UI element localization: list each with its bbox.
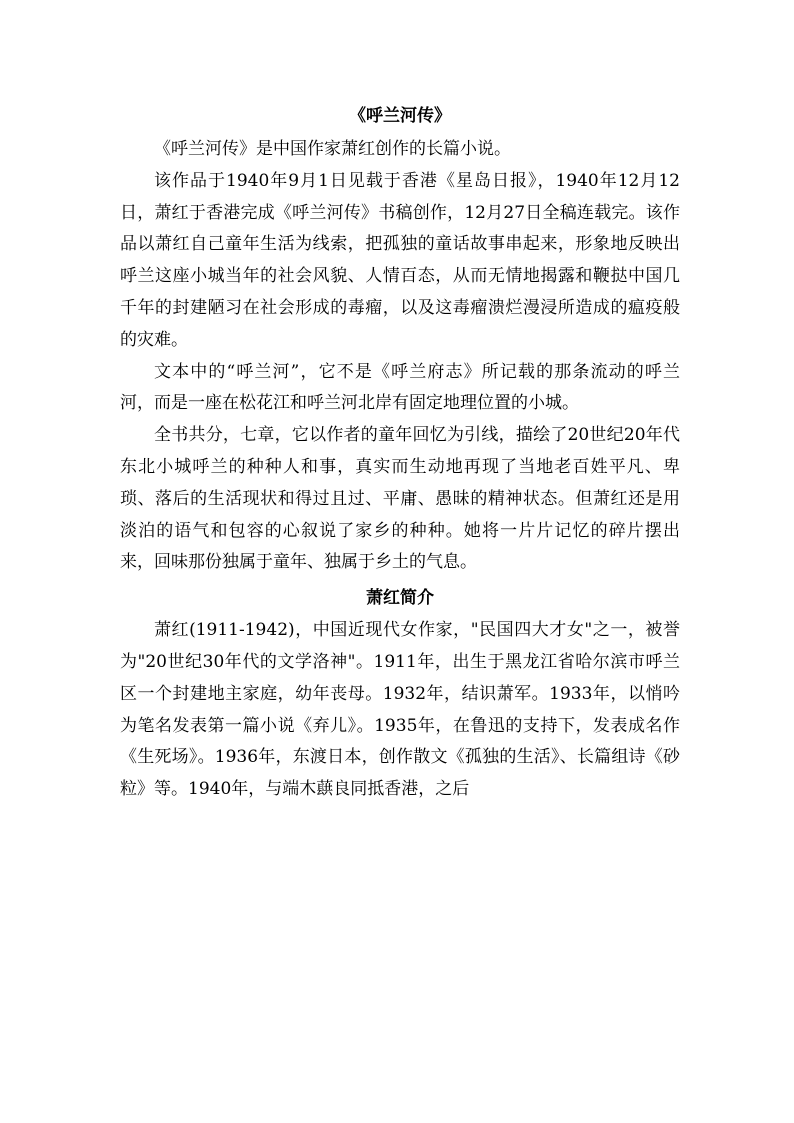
paragraph-hulan-river: 文本中的“呼兰河”，它不是《呼兰府志》所记载的那条流动的呼兰河，而是一座在松花江和呼兰河北岸有固定地理位置的小城。 <box>120 361 680 414</box>
paragraph-publication: 该作品于1940年9月1日见载于香港《星岛日报》，1940年12月12日，萧红于香港完成《呼兰河传》书稿创作，12月27日全稿连载完。该作品以萧红自己童年生活为线索，把孤独的童话故事串起来，形象地反映出呼兰这座小城当年的社会风貌、人情百态，从而无情地揭露和鞭挞中国几千年的封建陋习在社会形成的毒瘤，以及这毒瘤溃烂漫浸所造成的瘟疫般的灾难。 <box>120 170 680 350</box>
section-title: 萧红简介 <box>366 588 434 609</box>
paragraph-biography: 萧红(1911-1942)，中国近现代女作家，"民国四大才女"之一，被誉为"20世纪30年代的文学洛神"。1911年，出生于黑龙江省哈尔滨市呼兰区一个封建地主家庭，幼年丧母。1932年，结识萧军。1933年，以悄吟为笔名发表第一篇小说《弃儿》。1935年，在鲁迅的支持下，发表成名作《生死场》。1936年，东渡日本，创作散文《孤独的生活》、长篇组诗《砂粒》等。1940年，与端木蕻良同抵香港，之后 <box>120 620 680 800</box>
paragraph-summary: 全书共分，七章，它以作者的童年回忆为引线，描绘了20世纪20年代东北小城呼兰的种种人和事，真实而生动地再现了当地老百姓平凡、卑琐、落后的生活现状和得过且过、平庸、愚昧的精神状态。但萧红还是用淡泊的语气和包容的心叙说了家乡的种种。她将一片片记忆的碎片摆出来，回味那份独属于童年、独属于乡土的气息。 <box>120 425 680 573</box>
document-title: 《呼兰河传》 <box>349 106 451 126</box>
document-body <box>120 98 680 806</box>
paragraph-intro: 《呼兰河传》是中国作家萧红创作的长篇小说。 <box>154 139 511 159</box>
